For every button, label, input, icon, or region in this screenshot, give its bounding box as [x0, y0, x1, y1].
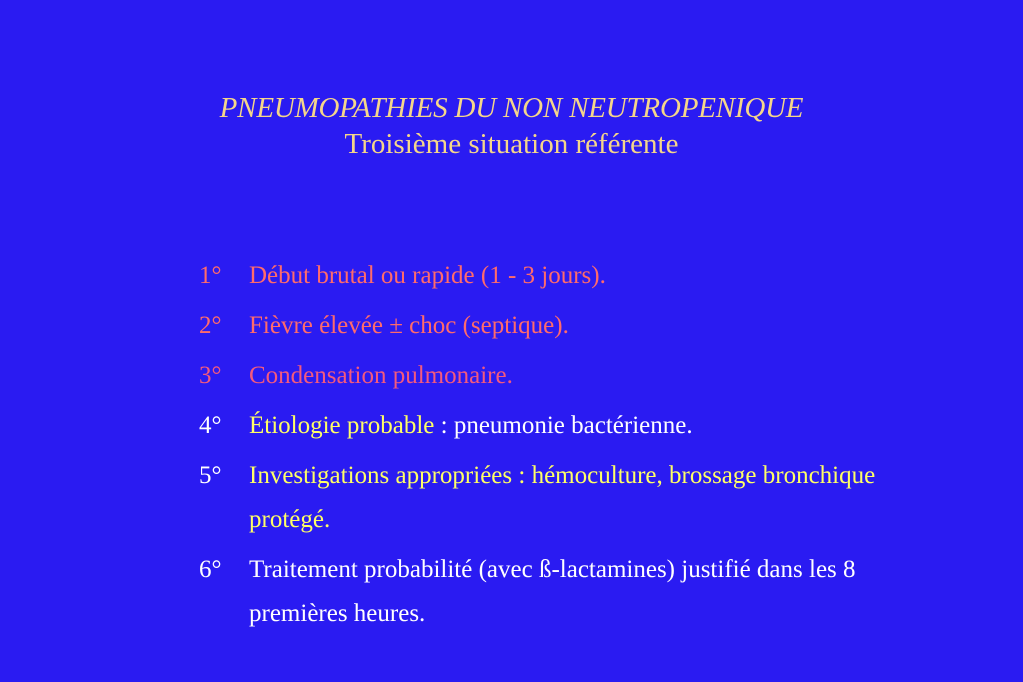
item-text: Début brutal ou rapide (1 - 3 jours).: [249, 262, 606, 289]
item-text: Condensation pulmonaire.: [249, 362, 513, 389]
item-number: 1°: [199, 262, 222, 289]
list-item-5: [199, 454, 919, 542]
item-number: 5°: [199, 462, 222, 489]
item-text: Investigations appropriées : hémoculture, brossage bronchique protégé.: [249, 462, 876, 533]
item-text: Traitement probabilité (avec ß-lactamines) justifié dans les 8 premières heures.: [249, 556, 856, 627]
list-item-2: [199, 304, 919, 348]
item-number: 4°: [199, 412, 222, 439]
item-text-rest: : pneumonie bactérienne.: [434, 412, 693, 439]
criteria-list: [199, 254, 919, 636]
item-text-highlight: Étiologie probable: [249, 412, 435, 439]
slide-title: [0, 90, 1023, 162]
list-item-1: [199, 254, 919, 298]
item-text: [249, 404, 919, 448]
list-item-3: [199, 354, 919, 398]
list-item-4: [199, 404, 919, 448]
item-number: 6°: [199, 556, 222, 583]
title-subtitle: Troisième situation référente: [344, 128, 679, 160]
item-text: Fièvre élevée ± choc (septique).: [249, 312, 569, 339]
item-number: 3°: [199, 362, 222, 389]
title-main: PNEUMOPATHIES DU NON NEUTROPENIQUE: [219, 92, 804, 124]
item-number: 2°: [199, 312, 222, 339]
list-item-6: [199, 548, 919, 636]
